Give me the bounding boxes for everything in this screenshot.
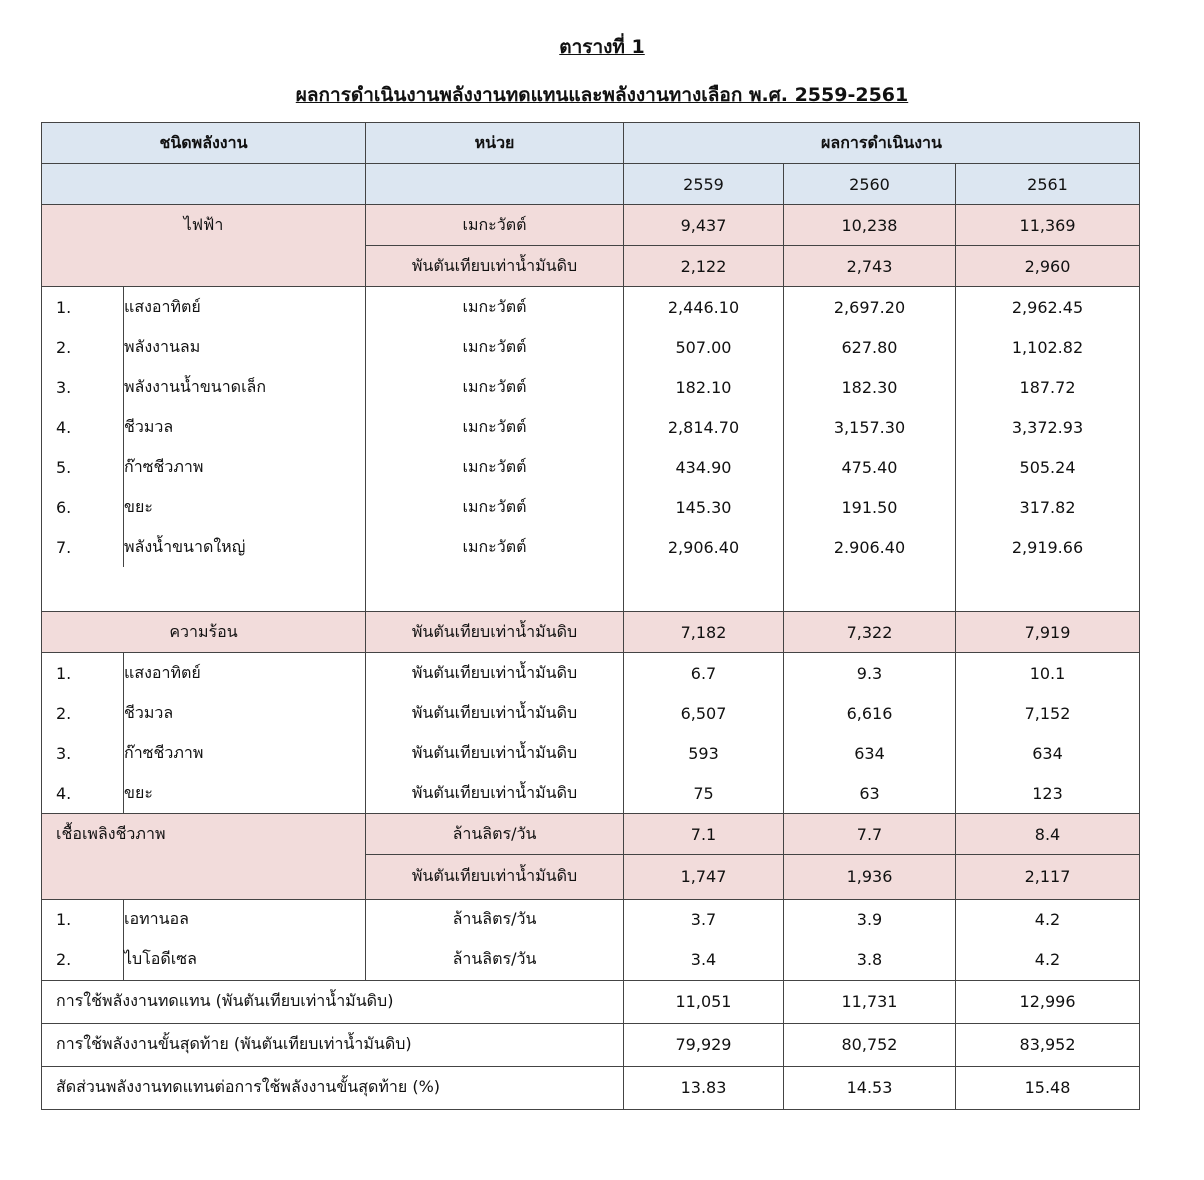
- value-cell: 12,996: [956, 980, 1140, 1023]
- unit-cell: ล้านลิตร/วัน: [366, 899, 624, 940]
- spacer-row: [42, 567, 1140, 612]
- value-cell: 2,906.40: [624, 527, 784, 567]
- value-cell: 593: [624, 733, 784, 773]
- unit-cell: พันตันเทียบเท่าน้ำมันดิบ: [366, 246, 624, 287]
- value-cell: 7,919: [956, 612, 1140, 653]
- item-name: ก๊าซชีวภาพ: [124, 447, 366, 487]
- value-cell: 7,322: [784, 612, 956, 653]
- table-row: [42, 287, 1140, 328]
- unit-cell: เมกะวัตต์: [366, 447, 624, 487]
- value-cell: 634: [956, 733, 1140, 773]
- table-row: [42, 899, 1140, 940]
- summary-row: [42, 1023, 1140, 1066]
- header-year: 2559: [624, 164, 784, 205]
- item-number: 1.: [42, 653, 124, 694]
- value-cell: 2,919.66: [956, 527, 1140, 567]
- value-cell: 7.7: [784, 814, 956, 855]
- item-number: 2.: [42, 693, 124, 733]
- unit-cell: เมกะวัตต์: [366, 407, 624, 447]
- table-row: [42, 447, 1140, 487]
- value-cell: 434.90: [624, 447, 784, 487]
- item-name: ไบโอดีเซล: [124, 940, 366, 981]
- unit-cell: เมกะวัตต์: [366, 205, 624, 246]
- value-cell: 3.7: [624, 899, 784, 940]
- table-row: [42, 940, 1140, 981]
- item-name: พลังน้ำขนาดใหญ่: [124, 527, 366, 567]
- unit-cell: ล้านลิตร/วัน: [366, 940, 624, 981]
- header-performance: ผลการดำเนินงาน: [624, 123, 1140, 164]
- section-biofuel-label: เชื้อเพลิงชีวภาพ: [42, 814, 366, 855]
- unit-cell: พันตันเทียบเท่าน้ำมันดิบ: [366, 855, 624, 900]
- table-row: [42, 367, 1140, 407]
- item-number: 2.: [42, 940, 124, 981]
- value-cell: 75: [624, 773, 784, 814]
- value-cell: 3.8: [784, 940, 956, 981]
- summary-label: สัดส่วนพลังงานทดแทนต่อการใช้พลังงานขั้นสุดท้าย (%): [42, 1066, 624, 1109]
- value-cell: 2,814.70: [624, 407, 784, 447]
- item-number: 4.: [42, 407, 124, 447]
- value-cell: 3.9: [784, 899, 956, 940]
- table-title: ตารางที่ 1: [559, 36, 645, 58]
- item-name: เอทานอล: [124, 899, 366, 940]
- table-row: [42, 487, 1140, 527]
- unit-cell: เมกะวัตต์: [366, 367, 624, 407]
- value-cell: 83,952: [956, 1023, 1140, 1066]
- item-name: ก๊าซชีวภาพ: [124, 733, 366, 773]
- value-cell: 7.1: [624, 814, 784, 855]
- unit-cell: เมกะวัตต์: [366, 287, 624, 328]
- value-cell: 10,238: [784, 205, 956, 246]
- item-number: 1.: [42, 899, 124, 940]
- value-cell: 7,182: [624, 612, 784, 653]
- value-cell: 505.24: [956, 447, 1140, 487]
- section-heat-label: ความร้อน: [42, 612, 366, 653]
- value-cell: 6,616: [784, 693, 956, 733]
- value-cell: 2,743: [784, 246, 956, 287]
- header-energy-type: ชนิดพลังงาน: [42, 123, 366, 164]
- value-cell: 4.2: [956, 899, 1140, 940]
- item-name: พลังงานลม: [124, 327, 366, 367]
- item-number: 2.: [42, 327, 124, 367]
- value-cell: 7,152: [956, 693, 1140, 733]
- unit-cell: พันตันเทียบเท่าน้ำมันดิบ: [366, 733, 624, 773]
- item-number: 3.: [42, 733, 124, 773]
- value-cell: 182.10: [624, 367, 784, 407]
- value-cell: 2,122: [624, 246, 784, 287]
- table-row: [42, 773, 1140, 814]
- value-cell: 13.83: [624, 1066, 784, 1109]
- value-cell: 9,437: [624, 205, 784, 246]
- table-row: [42, 327, 1140, 367]
- value-cell: 1,102.82: [956, 327, 1140, 367]
- unit-cell: พันตันเทียบเท่าน้ำมันดิบ: [366, 612, 624, 653]
- value-cell: 63: [784, 773, 956, 814]
- summary-row: [42, 1066, 1140, 1109]
- energy-table: [41, 122, 1140, 1110]
- item-number: 4.: [42, 773, 124, 814]
- item-name: ชีวมวล: [124, 693, 366, 733]
- value-cell: 15.48: [956, 1066, 1140, 1109]
- value-cell: 3.4: [624, 940, 784, 981]
- value-cell: 2,697.20: [784, 287, 956, 328]
- value-cell: 145.30: [624, 487, 784, 527]
- section-blank: [42, 855, 366, 900]
- value-cell: 14.53: [784, 1066, 956, 1109]
- value-cell: 2,446.10: [624, 287, 784, 328]
- unit-cell: พันตันเทียบเท่าน้ำมันดิบ: [366, 693, 624, 733]
- value-cell: 11,051: [624, 980, 784, 1023]
- item-name: แสงอาทิตย์: [124, 653, 366, 694]
- value-cell: 11,731: [784, 980, 956, 1023]
- value-cell: 2,117: [956, 855, 1140, 900]
- value-cell: 627.80: [784, 327, 956, 367]
- unit-cell: เมกะวัตต์: [366, 527, 624, 567]
- value-cell: 1,747: [624, 855, 784, 900]
- summary-row: [42, 980, 1140, 1023]
- value-cell: 80,752: [784, 1023, 956, 1066]
- section-blank: [42, 246, 366, 287]
- header-blank: [366, 164, 624, 205]
- value-cell: 9.3: [784, 653, 956, 694]
- item-name: แสงอาทิตย์: [124, 287, 366, 328]
- value-cell: 191.50: [784, 487, 956, 527]
- value-cell: 123: [956, 773, 1140, 814]
- value-cell: 187.72: [956, 367, 1140, 407]
- unit-cell: ล้านลิตร/วัน: [366, 814, 624, 855]
- value-cell: 1,936: [784, 855, 956, 900]
- value-cell: 8.4: [956, 814, 1140, 855]
- unit-cell: เมกะวัตต์: [366, 327, 624, 367]
- item-number: 1.: [42, 287, 124, 328]
- value-cell: 4.2: [956, 940, 1140, 981]
- unit-cell: พันตันเทียบเท่าน้ำมันดิบ: [366, 653, 624, 694]
- item-number: 5.: [42, 447, 124, 487]
- value-cell: 475.40: [784, 447, 956, 487]
- item-number: 7.: [42, 527, 124, 567]
- header-blank: [42, 164, 366, 205]
- value-cell: 2.906.40: [784, 527, 956, 567]
- value-cell: 6.7: [624, 653, 784, 694]
- value-cell: 6,507: [624, 693, 784, 733]
- value-cell: 634: [784, 733, 956, 773]
- value-cell: 182.30: [784, 367, 956, 407]
- value-cell: 11,369: [956, 205, 1140, 246]
- item-name: ขยะ: [124, 487, 366, 527]
- section-electricity-label: ไฟฟ้า: [42, 205, 366, 246]
- summary-label: การใช้พลังงานทดแทน (พันตันเทียบเท่าน้ำมันดิบ): [42, 980, 624, 1023]
- table-row: [42, 407, 1140, 447]
- item-name: พลังงานน้ำขนาดเล็ก: [124, 367, 366, 407]
- table-row: [42, 527, 1140, 567]
- value-cell: 79,929: [624, 1023, 784, 1066]
- header-year: 2560: [784, 164, 956, 205]
- item-name: ชีวมวล: [124, 407, 366, 447]
- table-row: [42, 693, 1140, 733]
- value-cell: 317.82: [956, 487, 1140, 527]
- summary-label: การใช้พลังงานขั้นสุดท้าย (พันตันเทียบเท่าน้ำมันดิบ): [42, 1023, 624, 1066]
- value-cell: 507.00: [624, 327, 784, 367]
- item-number: 3.: [42, 367, 124, 407]
- table-row: [42, 653, 1140, 694]
- unit-cell: เมกะวัตต์: [366, 487, 624, 527]
- value-cell: 3,157.30: [784, 407, 956, 447]
- item-number: 6.: [42, 487, 124, 527]
- value-cell: 10.1: [956, 653, 1140, 694]
- header-unit: หน่วย: [366, 123, 624, 164]
- table-subtitle: ผลการดำเนินงานพลังงานทดแทนและพลังงานทางเลือก พ.ศ. 2559-2561: [295, 84, 909, 106]
- header-year: 2561: [956, 164, 1140, 205]
- value-cell: 3,372.93: [956, 407, 1140, 447]
- value-cell: 2,960: [956, 246, 1140, 287]
- value-cell: 2,962.45: [956, 287, 1140, 328]
- unit-cell: พันตันเทียบเท่าน้ำมันดิบ: [366, 773, 624, 814]
- item-name: ขยะ: [124, 773, 366, 814]
- table-row: [42, 733, 1140, 773]
